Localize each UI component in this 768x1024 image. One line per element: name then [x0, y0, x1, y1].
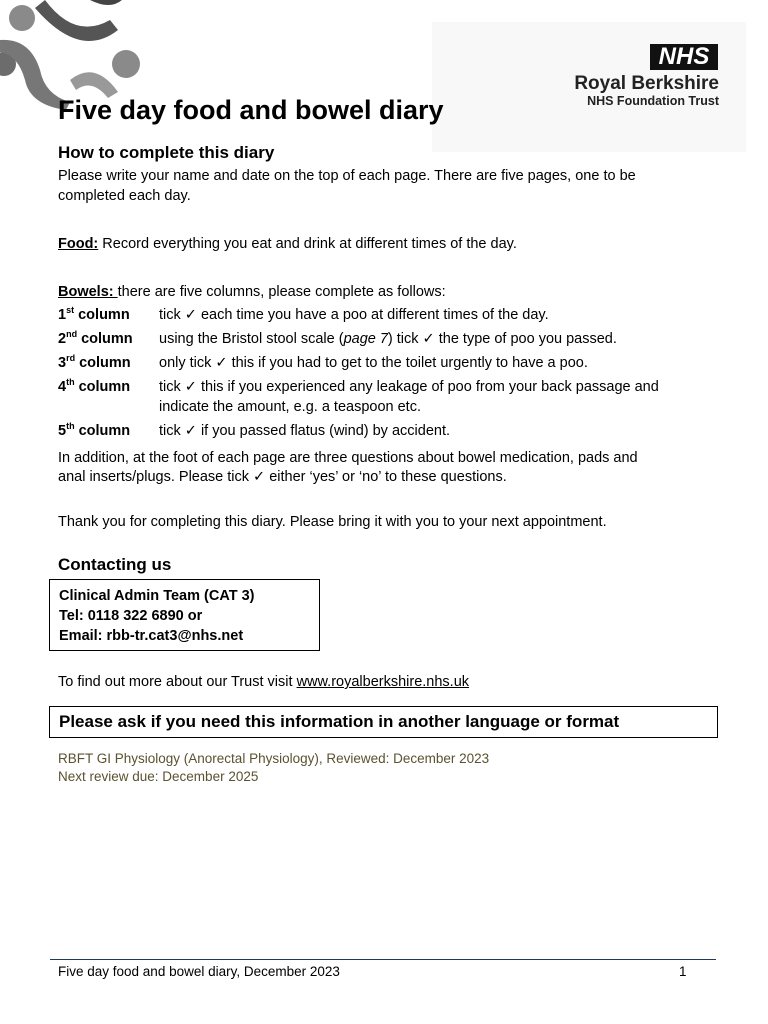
- thanks-text: Thank you for completing this diary. Please bring it with you to your next appointment.: [58, 514, 607, 530]
- food-instruction: [58, 234, 517, 254]
- addition-line-2: anal inserts/plugs. Please tick ✓ either ‘yes’ or ‘no’ to these questions.: [58, 469, 507, 485]
- language-format-box: Please ask if you need this information in another language or format: [49, 706, 718, 738]
- column-label: 3rd column: [58, 353, 131, 371]
- intro-line-1: Please write your name and date on the top of each page. There are five pages, one to be: [58, 168, 636, 184]
- trust-website-link[interactable]: www.royalberkshire.nhs.uk: [296, 674, 470, 690]
- contact-team: Clinical Admin Team (CAT 3): [59, 588, 255, 604]
- bowels-text: there are five columns, please complete as follows:: [117, 284, 446, 300]
- column-instruction: tick ✓ if you passed flatus (wind) by accident.: [159, 423, 450, 439]
- food-label: Food:: [58, 236, 99, 252]
- trust-website-line: [58, 672, 469, 692]
- trust-name: Royal Berkshire: [574, 73, 719, 94]
- footer-doc-title: Five day food and bowel diary, December 2023: [58, 964, 340, 979]
- column-label: 5th column: [58, 421, 131, 439]
- contact-email: Email: rbb-tr.cat3@nhs.net: [59, 628, 244, 644]
- food-text: Record everything you eat and drink at different times of the day.: [98, 236, 517, 252]
- more-info-text: To find out more about our Trust visit: [58, 674, 297, 690]
- column-label: 4th column: [58, 377, 131, 395]
- page-number: 1: [679, 964, 687, 979]
- review-line-1: RBFT GI Physiology (Anorectal Physiology), Reviewed: December 2023: [58, 751, 490, 766]
- contact-tel: Tel: 0118 322 6890 or: [59, 608, 203, 624]
- nhs-logo: NHS: [650, 44, 718, 70]
- addition-line-1: In addition, at the foot of each page are three questions about bowel medication, pads and: [58, 450, 638, 466]
- trust-subtitle: NHS Foundation Trust: [587, 94, 719, 108]
- contact-heading: Contacting us: [58, 555, 172, 574]
- decorative-people-graphic: [0, 0, 150, 110]
- bowels-label: Bowels:: [58, 284, 118, 300]
- column-label: 1st column: [58, 305, 130, 323]
- page-title: Five day food and bowel diary: [58, 95, 444, 125]
- footer-divider: [50, 959, 716, 960]
- column-instruction: tick ✓ each time you have a poo at different times of the day.: [159, 307, 549, 323]
- how-to-heading: How to complete this diary: [58, 143, 275, 162]
- column-label: 2nd column: [58, 329, 133, 347]
- column-instruction: using the Bristol stool scale (page 7) tick ✓ the type of poo you passed.: [159, 331, 617, 347]
- review-line-2: Next review due: December 2025: [58, 769, 259, 784]
- column-instruction: tick ✓ this if you experienced any leakage of poo from your back passage and indicate the amount, e.g. a teaspoon etc.: [159, 379, 659, 415]
- intro-line-2: completed each day.: [58, 188, 191, 204]
- column-instruction: only tick ✓ this if you had to get to the toilet urgently to have a poo.: [159, 355, 588, 371]
- contact-box: [49, 579, 320, 651]
- bowels-instruction: [58, 282, 446, 302]
